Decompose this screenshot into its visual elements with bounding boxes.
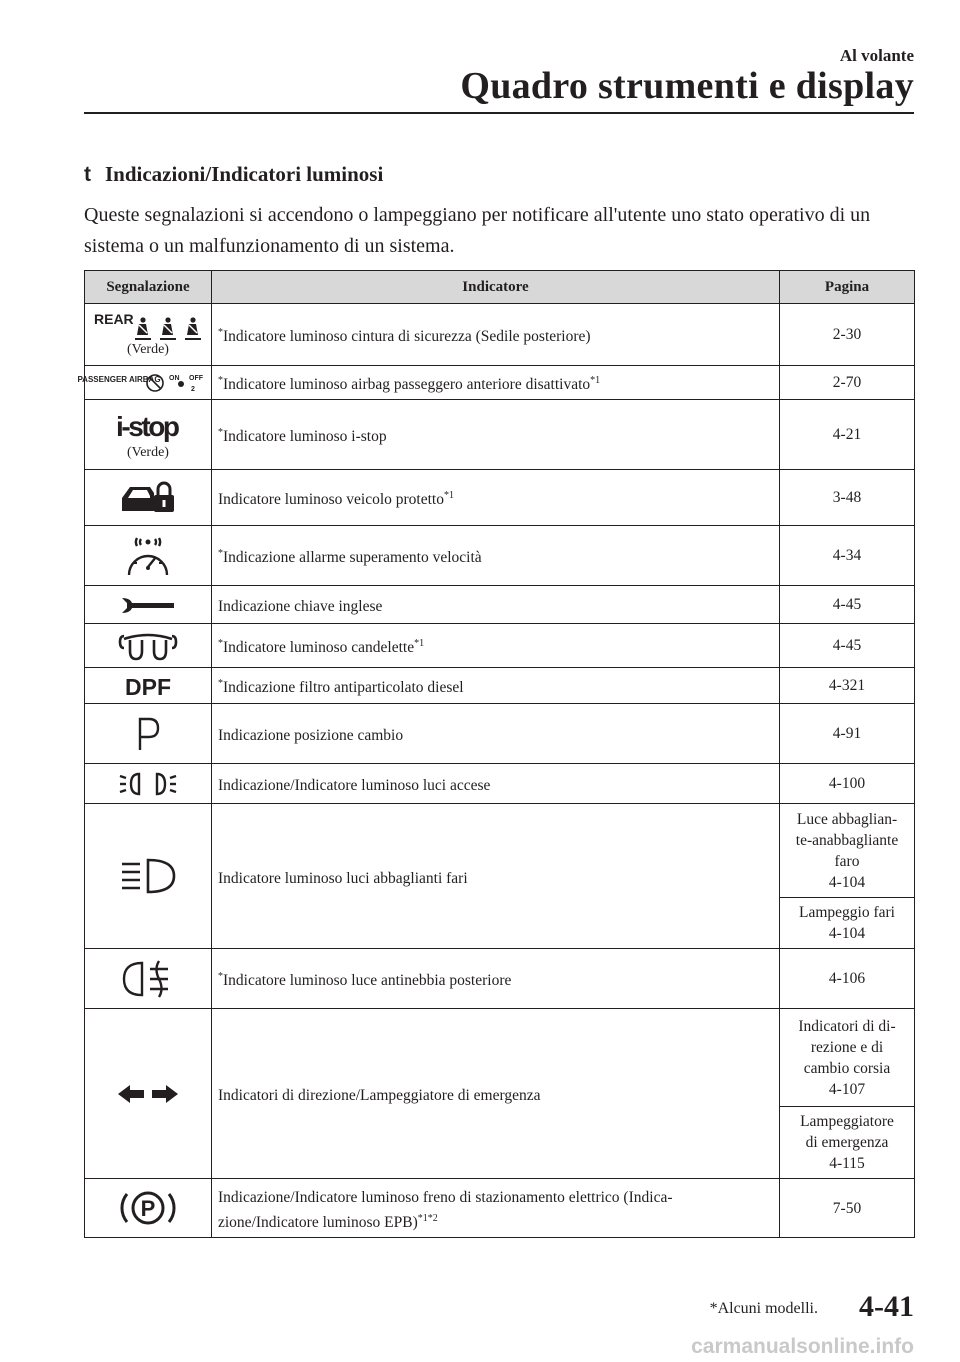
- indicator-text: Indicazione posizione cambio: [212, 704, 780, 764]
- page-ref: Luce abbaglian- te-anabbagliante faro 4-104: [780, 804, 915, 898]
- rear-fog-icon: [118, 959, 178, 999]
- table-row: [85, 366, 915, 400]
- footnote: *Alcuni modelli.: [709, 1300, 818, 1317]
- page-ref: 4-45: [780, 624, 915, 668]
- i-stop-icon: [113, 408, 183, 444]
- svg-text:DPF: DPF: [125, 673, 171, 700]
- section-title: Indicazioni/Indicatori luminosi: [105, 162, 384, 186]
- table-row: [85, 586, 915, 624]
- indicator-text: Indicatori di direzione/Lampeggiatore di emergenza: [212, 1009, 780, 1179]
- icon-color-label: (Verde): [127, 445, 169, 461]
- table-row: [85, 804, 915, 898]
- table-row: [85, 764, 915, 804]
- header-section: Al volante: [839, 46, 914, 65]
- indicator-text: Indicatore luminoso luci abbaglianti fari: [212, 804, 780, 949]
- indicator-text: Indicazione/Indicatore luminoso luci accese: [212, 764, 780, 804]
- section-heading: [84, 162, 383, 187]
- icon-color-label: (Verde): [127, 342, 169, 357]
- page-ref: Indicatori di di- rezione e di cambio corsia 4-107: [780, 1009, 915, 1107]
- page-title: Quadro strumenti e display: [460, 65, 914, 107]
- svg-text:OFF: OFF: [189, 374, 203, 382]
- page-number: 4-41: [859, 1290, 914, 1323]
- rear-seatbelt-icon: [92, 311, 204, 341]
- indicator-text: *Indicazione allarme superamento velocità: [212, 526, 780, 586]
- table-row: [85, 668, 915, 704]
- page-ref: 4-45: [780, 586, 915, 624]
- table-row: [85, 1179, 915, 1238]
- indicator-text: *Indicatore luminoso i-stop: [212, 400, 780, 470]
- indicator-text: Indicatore luminoso veicolo protetto$^{*1}$: [212, 470, 780, 526]
- page-ref: 3-48: [780, 470, 915, 526]
- table-row: [85, 470, 915, 526]
- table-row: [85, 526, 915, 586]
- page-ref: 2-70: [780, 366, 915, 400]
- watermark: carmanualsonline.info: [691, 1335, 914, 1358]
- indicator-text: *Indicazione filtro antiparticolato diesel: [212, 668, 780, 704]
- svg-text:REAR: REAR: [94, 311, 134, 327]
- high-beam-icon: [116, 856, 180, 896]
- speed-alarm-icon: [120, 533, 176, 579]
- passenger-airbag-off-icon: [77, 372, 205, 394]
- indicator-table: [77, 270, 915, 1238]
- svg-text:ON: ON: [169, 374, 180, 382]
- col-header-pagina: Pagina: [780, 271, 915, 304]
- turn-signal-icon: [116, 1083, 180, 1105]
- col-header-segnalazione: Segnalazione: [85, 271, 212, 304]
- indicator-text: *Indicatore luminoso luce antinebbia posteriore: [212, 949, 780, 1009]
- indicator-text: Indicazione/Indicatore luminoso freno di stazionamento elettrico (Indica- zione/Indicatore luminoso EPB)$^{*1*2}$: [212, 1179, 780, 1238]
- table-row: [85, 949, 915, 1009]
- dpf-icon: [116, 674, 180, 698]
- bullet-icon: t: [84, 163, 91, 186]
- page-ref: 4-91: [780, 704, 915, 764]
- indicator-text: Indicazione chiave inglese: [212, 586, 780, 624]
- page-ref: 4-106: [780, 949, 915, 1009]
- page-ref: Lampeggio fari 4-104: [780, 898, 915, 949]
- page-ref: 4-34: [780, 526, 915, 586]
- col-header-indicatore: Indicatore: [212, 271, 780, 304]
- page-ref: 4-321: [780, 668, 915, 704]
- svg-text:P: P: [140, 1196, 156, 1222]
- page-ref: 4-100: [780, 764, 915, 804]
- lights-on-icon: [117, 770, 179, 798]
- svg-text:2: 2: [191, 385, 195, 393]
- glow-plug-icon: [118, 631, 178, 661]
- gear-position-p-icon: [133, 716, 163, 752]
- wrench-icon: [118, 594, 178, 616]
- svg-text:PASSENGER AIRBAG: PASSENGER AIRBAG: [77, 374, 161, 384]
- page-ref: Lampeggiatore di emergenza 4-115: [780, 1107, 915, 1179]
- table-row: [85, 400, 915, 470]
- svg-text:i-stop: i-stop: [116, 411, 180, 443]
- page-ref: 7-50: [780, 1179, 915, 1238]
- indicator-text: *Indicatore luminoso airbag passeggero anteriore disattivato$^{*1}$: [212, 366, 780, 400]
- table-row: [85, 1009, 915, 1107]
- header-rule: [84, 112, 914, 114]
- security-car-lock-icon: [118, 481, 178, 515]
- page-ref: 2-30: [780, 304, 915, 366]
- page-ref: 4-21: [780, 400, 915, 470]
- indicator-text: *Indicatore luminoso cintura di sicurezza (Sedile posteriore): [212, 304, 780, 366]
- indicator-text: *Indicatore luminoso candelette$^{*1}$: [212, 624, 780, 668]
- intro-paragraph: Queste segnalazioni si accendono o lampeggiano per notificare all'utente uno stato operativo di un sistema o un malfunzionamento di un sistema.: [84, 204, 871, 257]
- table-row: [85, 624, 915, 668]
- electric-parking-brake-icon: [113, 1186, 183, 1230]
- table-row: [85, 704, 915, 764]
- table-row: [85, 304, 915, 366]
